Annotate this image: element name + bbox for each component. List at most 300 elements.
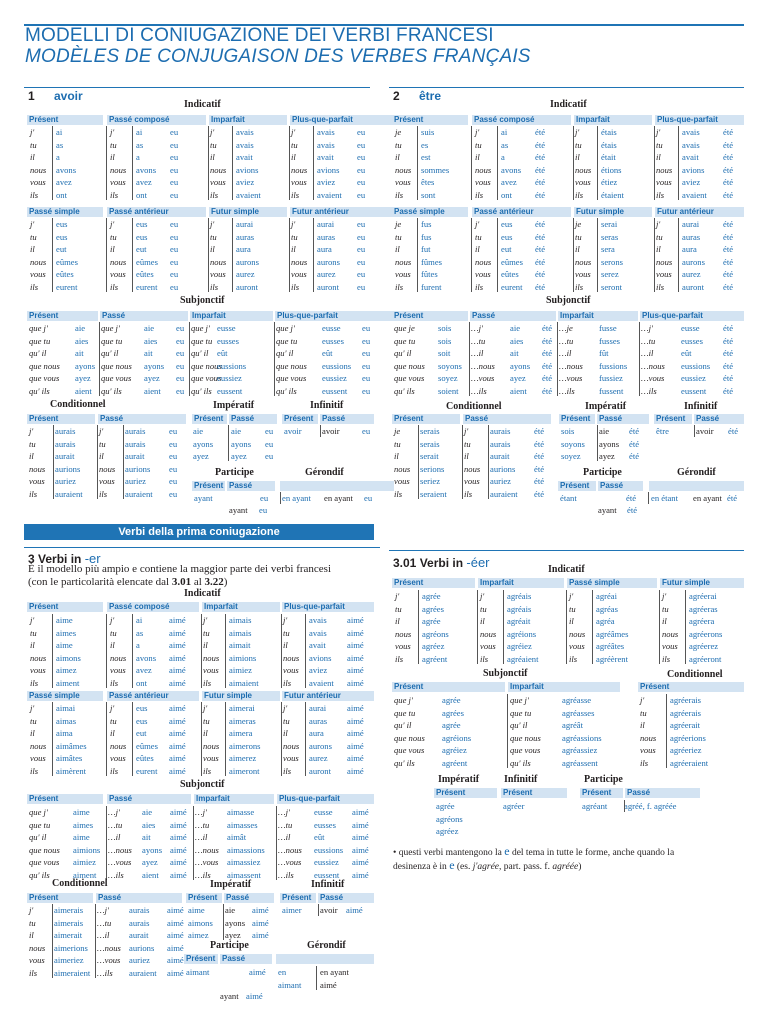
cell: aurons: [682, 256, 705, 267]
column-divider: [462, 425, 463, 499]
cell: ai: [136, 615, 143, 625]
cell: ils: [656, 189, 665, 200]
cell: ait: [510, 348, 519, 358]
cell: vous: [30, 665, 46, 675]
section-rule: [24, 547, 380, 548]
cell: ayons: [510, 360, 531, 371]
cell: eu: [362, 323, 371, 333]
cell: tu: [291, 231, 298, 242]
cell: il: [210, 244, 215, 254]
cell: aimassions: [227, 844, 265, 855]
cell: eûtes: [56, 269, 74, 279]
cell: eus: [501, 231, 513, 242]
cell: aimaient: [229, 677, 259, 688]
cell: été: [542, 323, 553, 333]
column-divider: [201, 614, 202, 688]
tense-header: Présent: [27, 115, 103, 125]
tense-header: Passé antérieur: [472, 207, 571, 217]
cell: agréeront: [689, 653, 722, 664]
cell: tu: [395, 603, 402, 614]
cell: été: [723, 256, 734, 267]
cell: nous: [394, 463, 411, 474]
participle: eu: [170, 127, 179, 137]
pronoun: il: [210, 152, 215, 162]
pronoun: vous: [210, 177, 226, 187]
cell: je: [395, 219, 402, 229]
column-divider: [232, 218, 233, 292]
verb-heading: [393, 555, 490, 570]
tense-header: Imparfait: [194, 794, 274, 804]
column-divider: [225, 614, 226, 688]
cell: avais: [309, 615, 327, 625]
cell: …il: [278, 832, 291, 842]
cell: il: [283, 728, 288, 738]
cell: eus: [136, 715, 148, 726]
cell: il: [395, 244, 400, 254]
cell: aimât: [227, 832, 247, 842]
participle: eu: [357, 164, 366, 175]
cell: agréeraient: [670, 757, 709, 768]
cell: aimé: [347, 753, 364, 763]
cell: eu: [170, 256, 179, 267]
cell: agréerai: [689, 591, 717, 601]
cell: était: [601, 152, 616, 162]
cell: aimé: [347, 728, 364, 738]
cell: été: [535, 177, 546, 187]
cell: aimé: [352, 832, 369, 842]
cell: aimeront: [229, 765, 260, 776]
cell: aimé: [170, 844, 187, 855]
mood-heading: Participe: [584, 774, 623, 785]
cell: nous: [291, 256, 308, 267]
cell: agréait: [507, 616, 531, 626]
cell: tu: [110, 231, 117, 242]
cell: sommes: [421, 164, 450, 175]
cell: auriez: [125, 476, 146, 486]
cell: que j': [510, 695, 529, 705]
cell: été: [629, 438, 640, 449]
cell: agréerais: [670, 707, 702, 718]
note-highlight: e: [504, 844, 510, 858]
cell: serons: [601, 256, 623, 267]
cell: auront: [309, 765, 331, 776]
auxiliary: avons: [136, 164, 157, 175]
tense-header: Passé simple: [27, 691, 103, 701]
cell: que vous: [276, 373, 307, 383]
cell: …nous: [108, 844, 132, 855]
mood-heading: Subjonctif: [546, 295, 591, 306]
tense-header: Passé simple: [27, 207, 103, 217]
cell: que tu: [394, 335, 416, 346]
participle: eu: [357, 189, 366, 200]
cell: aie: [510, 323, 521, 333]
pronoun: j': [30, 127, 35, 137]
cell: aimé: [352, 819, 369, 830]
cell: aurais: [125, 438, 146, 449]
cell: agréent: [442, 757, 468, 768]
cell: qu' ils: [29, 385, 50, 396]
column-divider: [106, 614, 107, 688]
pronoun: il: [291, 152, 296, 162]
cell: que nous: [29, 844, 60, 855]
tense-header: Présent: [392, 682, 505, 692]
cell: qu' ils: [191, 385, 212, 396]
tense-header: Plus-que-parfait: [640, 311, 744, 321]
cell: …vous: [471, 373, 495, 383]
cell: qu' ils: [394, 757, 415, 768]
cell: aient: [510, 385, 527, 396]
auxiliary: as: [136, 139, 144, 150]
cell: …nous: [278, 844, 302, 855]
mood-heading: Gérondif: [305, 467, 344, 478]
cell: il: [29, 451, 34, 461]
tense-header: Passé: [224, 893, 274, 903]
tense-header: Présent: [194, 481, 224, 490]
cell: agréerions: [670, 732, 706, 743]
cell: eu: [364, 493, 373, 503]
tense-header: Présent: [186, 893, 222, 903]
column-divider: [418, 590, 419, 664]
tense-header: Futur simple: [574, 207, 652, 217]
cell: aimant: [186, 967, 210, 977]
verb-name: être: [419, 89, 442, 103]
cell: avais: [682, 139, 700, 150]
cell: j': [210, 219, 215, 229]
cell: tu: [30, 231, 37, 242]
cell: aimé: [347, 627, 364, 638]
intro-ref: 3.22: [204, 576, 224, 588]
cell: eussiez: [322, 373, 347, 383]
cell: eût: [217, 348, 228, 358]
cell: été: [535, 269, 546, 279]
cell: agréassiez: [562, 745, 598, 755]
cell: avons: [501, 164, 522, 175]
pronoun: nous: [291, 164, 308, 175]
cell: aie: [193, 426, 204, 436]
mood-heading: Infinitif: [684, 401, 718, 412]
cell: il: [203, 728, 208, 738]
cell: …il: [97, 930, 110, 940]
tense-header: Passé: [100, 311, 188, 321]
cell: vous: [475, 269, 491, 279]
cell: tu: [203, 715, 210, 726]
column-divider: [189, 322, 190, 396]
cell: eussions: [217, 360, 247, 371]
cell: eu: [362, 373, 371, 383]
cell: avons: [136, 652, 157, 663]
tense-header: Présent: [392, 578, 475, 588]
cell: été: [534, 438, 545, 449]
cell: en ayant: [320, 967, 349, 977]
cell: sois: [561, 426, 575, 436]
cell: il: [110, 728, 115, 738]
note-text: • questi verbi mantengono la: [393, 848, 505, 858]
cell: aimé: [347, 640, 364, 650]
cell: agréer: [503, 801, 525, 811]
cell: vous: [575, 269, 591, 279]
cell: auront: [236, 281, 258, 292]
cell: aurez: [309, 753, 328, 763]
cell: aimions: [229, 652, 257, 663]
cell: aurai: [236, 219, 254, 229]
cell: ils: [203, 677, 212, 688]
cell: aies: [75, 335, 89, 346]
cell: il: [110, 640, 115, 650]
column-divider: [659, 590, 660, 664]
verb-form: avais: [236, 139, 254, 150]
cell: aiment: [73, 869, 97, 880]
cell: agréerais: [670, 695, 702, 705]
column-divider: [417, 218, 418, 292]
cell: être: [656, 426, 669, 436]
cell: j': [569, 591, 574, 601]
cell: j': [464, 426, 469, 436]
column-divider: [471, 126, 472, 200]
verb-form: avais: [236, 127, 254, 137]
participle: eu: [357, 127, 366, 137]
cell: aimâmes: [56, 740, 87, 751]
cell: vous: [203, 665, 219, 675]
intro-text: È il modello più ampio e contiene la maggior parte dei verbi francesi: [28, 563, 332, 575]
cell: eus: [56, 231, 68, 242]
cell: eussiez: [217, 373, 242, 383]
cell: vous: [662, 641, 678, 651]
cell: ils: [30, 677, 39, 688]
tense-header: Présent: [558, 481, 596, 491]
cell: tu: [480, 603, 487, 614]
cell: aimé: [170, 807, 187, 817]
cell: eûmes: [136, 740, 158, 751]
note-text: (es.: [454, 862, 473, 872]
cell: nous: [283, 652, 300, 663]
cell: agréassent: [562, 757, 598, 768]
cell: …tu: [97, 917, 112, 928]
cell: il: [30, 244, 35, 254]
cell: eût: [322, 348, 333, 358]
cell: êtes: [421, 177, 435, 187]
cell: agrée: [442, 695, 461, 705]
tense-header: [280, 481, 394, 491]
cell: agréâmes: [596, 628, 629, 639]
cell: été: [723, 127, 734, 137]
column-divider: [488, 425, 489, 499]
tense-header: Plus-que-parfait: [655, 115, 744, 125]
cell: eut: [56, 244, 67, 254]
cell: aimer: [282, 905, 302, 915]
mood-heading: Impératif: [438, 774, 480, 785]
cell: aie: [142, 807, 153, 817]
cell: aime: [73, 832, 90, 842]
cell: tu: [29, 917, 36, 928]
cell: avaient: [682, 189, 707, 200]
cell: que nous: [101, 360, 132, 371]
cell: aimions: [73, 844, 101, 855]
cell: …tu: [278, 819, 293, 830]
participle: eu: [170, 152, 179, 162]
cell: j': [480, 591, 485, 601]
cell: étiez: [601, 177, 618, 187]
tense-header: Passé antérieur: [107, 691, 199, 701]
cell: agrée: [442, 720, 461, 730]
cell: agréions: [507, 628, 537, 639]
cell: vous: [203, 753, 219, 763]
participle: eu: [170, 164, 179, 175]
cell: j': [575, 127, 580, 137]
cell: ayons: [225, 917, 246, 928]
cell: nous: [203, 740, 220, 751]
cell: eûmes: [501, 256, 523, 267]
cell: ils: [395, 281, 404, 292]
cell: tu: [395, 139, 402, 150]
cell: …nous: [641, 360, 665, 371]
cell: il: [395, 616, 400, 626]
cell: agréai: [596, 591, 617, 601]
column-divider: [471, 218, 472, 292]
mood-heading: Conditionnel: [446, 401, 502, 412]
cell: aima: [56, 728, 73, 738]
cell: soyons: [561, 438, 585, 449]
column-divider: [318, 904, 319, 916]
cell: aimé: [169, 715, 186, 726]
tense-header: Futur simple: [660, 578, 744, 588]
cell: aime: [56, 615, 73, 625]
verb-name: avoir: [54, 89, 83, 103]
cell: ils: [283, 677, 292, 688]
cell: aimant: [278, 979, 302, 990]
tense-header: Plus-que-parfait: [277, 794, 374, 804]
cell: nous: [395, 256, 412, 267]
cell: ils: [662, 653, 671, 664]
cell: ils: [464, 488, 473, 499]
cell: eu: [169, 438, 178, 449]
verb-form: avait: [236, 152, 253, 162]
cell: aimé: [167, 917, 184, 928]
cell: aimeras: [229, 715, 256, 726]
cell: aimé: [169, 627, 186, 638]
cell: aimé: [246, 991, 263, 1001]
cell: il: [30, 640, 35, 650]
cell: furent: [421, 281, 442, 292]
cell: auront: [682, 281, 704, 292]
cell: eu: [362, 426, 371, 436]
pronoun: tu: [110, 139, 117, 150]
cell: agréais: [507, 591, 532, 601]
note-example: agréée: [552, 862, 579, 872]
cell: que nous: [191, 360, 222, 371]
cell: agréera: [689, 616, 715, 626]
tense-header: Passé: [598, 481, 643, 491]
cell: j': [203, 703, 208, 713]
column-divider: [305, 702, 306, 776]
cell: été: [535, 244, 546, 254]
cell: eusse: [217, 323, 236, 333]
cell: vous: [395, 177, 411, 187]
cell: en ayant: [282, 493, 311, 503]
cell: soit: [438, 348, 451, 358]
cell: eu: [176, 373, 185, 383]
cell: aimé: [252, 917, 269, 928]
cell: suis: [421, 127, 435, 137]
cell: qu' ils: [101, 385, 122, 396]
cell: nous: [395, 628, 412, 639]
verb-heading: [393, 89, 441, 103]
cell: vous: [475, 177, 491, 187]
cell: …il: [195, 832, 208, 842]
cell: …j': [471, 323, 483, 333]
cell: ayant: [598, 505, 617, 515]
column-divider: [106, 218, 107, 292]
cell: ayez: [142, 857, 158, 867]
cell: aimé: [347, 665, 364, 675]
cell: aimez: [56, 665, 77, 675]
auxiliary: a: [136, 152, 140, 162]
cell: été: [535, 231, 546, 242]
column-divider: [132, 126, 133, 200]
cell: ayons: [75, 360, 96, 371]
cell: eurent: [136, 281, 158, 292]
column-divider: [469, 322, 470, 396]
column-divider: [477, 590, 478, 664]
cell: eusse: [314, 807, 333, 817]
cell: avait: [309, 640, 326, 650]
cell: tu: [394, 438, 401, 449]
cell: été: [542, 335, 553, 346]
cell: agréez: [436, 826, 459, 836]
cell: est: [421, 152, 431, 162]
auxiliary: avais: [317, 127, 335, 137]
cell: eu: [260, 493, 269, 503]
cell: été: [723, 139, 734, 150]
cell: aurions: [55, 463, 81, 474]
tense-header: Plus-que-parfait: [282, 602, 374, 612]
cell: eu: [265, 426, 274, 436]
cell: tu: [575, 139, 582, 150]
auxiliary: ont: [136, 189, 147, 200]
cell: agréèrent: [596, 653, 628, 664]
cell: eut: [501, 244, 512, 254]
column-divider: [106, 702, 107, 776]
cell: …tu: [108, 819, 123, 830]
cell: que tu: [29, 819, 51, 830]
cell: il: [475, 152, 480, 162]
cell: ai: [501, 127, 508, 137]
cell: …vous: [195, 857, 219, 867]
cell: ils: [110, 765, 119, 776]
cell: aimais: [229, 615, 252, 625]
cell: tu: [475, 139, 482, 150]
cell: aimé: [347, 740, 364, 751]
pronoun: vous: [30, 177, 46, 187]
cell: ils: [29, 488, 38, 499]
cell: qu' il: [29, 348, 47, 358]
cell: vous: [394, 476, 410, 486]
cell: aimé: [347, 715, 364, 726]
cell: …ils: [641, 385, 657, 396]
tense-header: Présent: [501, 788, 567, 798]
cell: j': [475, 127, 480, 137]
cell: été: [723, 385, 734, 396]
cell: aimé: [167, 955, 184, 965]
cell: agrée: [422, 591, 441, 601]
cell: été: [535, 152, 546, 162]
cell: avions: [309, 652, 332, 663]
cell: aimèrent: [56, 765, 87, 776]
cell: il: [480, 616, 485, 626]
cell: vous: [569, 641, 585, 651]
column-divider: [597, 425, 598, 461]
cell: agréaient: [507, 653, 539, 664]
cell: que tu: [191, 335, 213, 346]
